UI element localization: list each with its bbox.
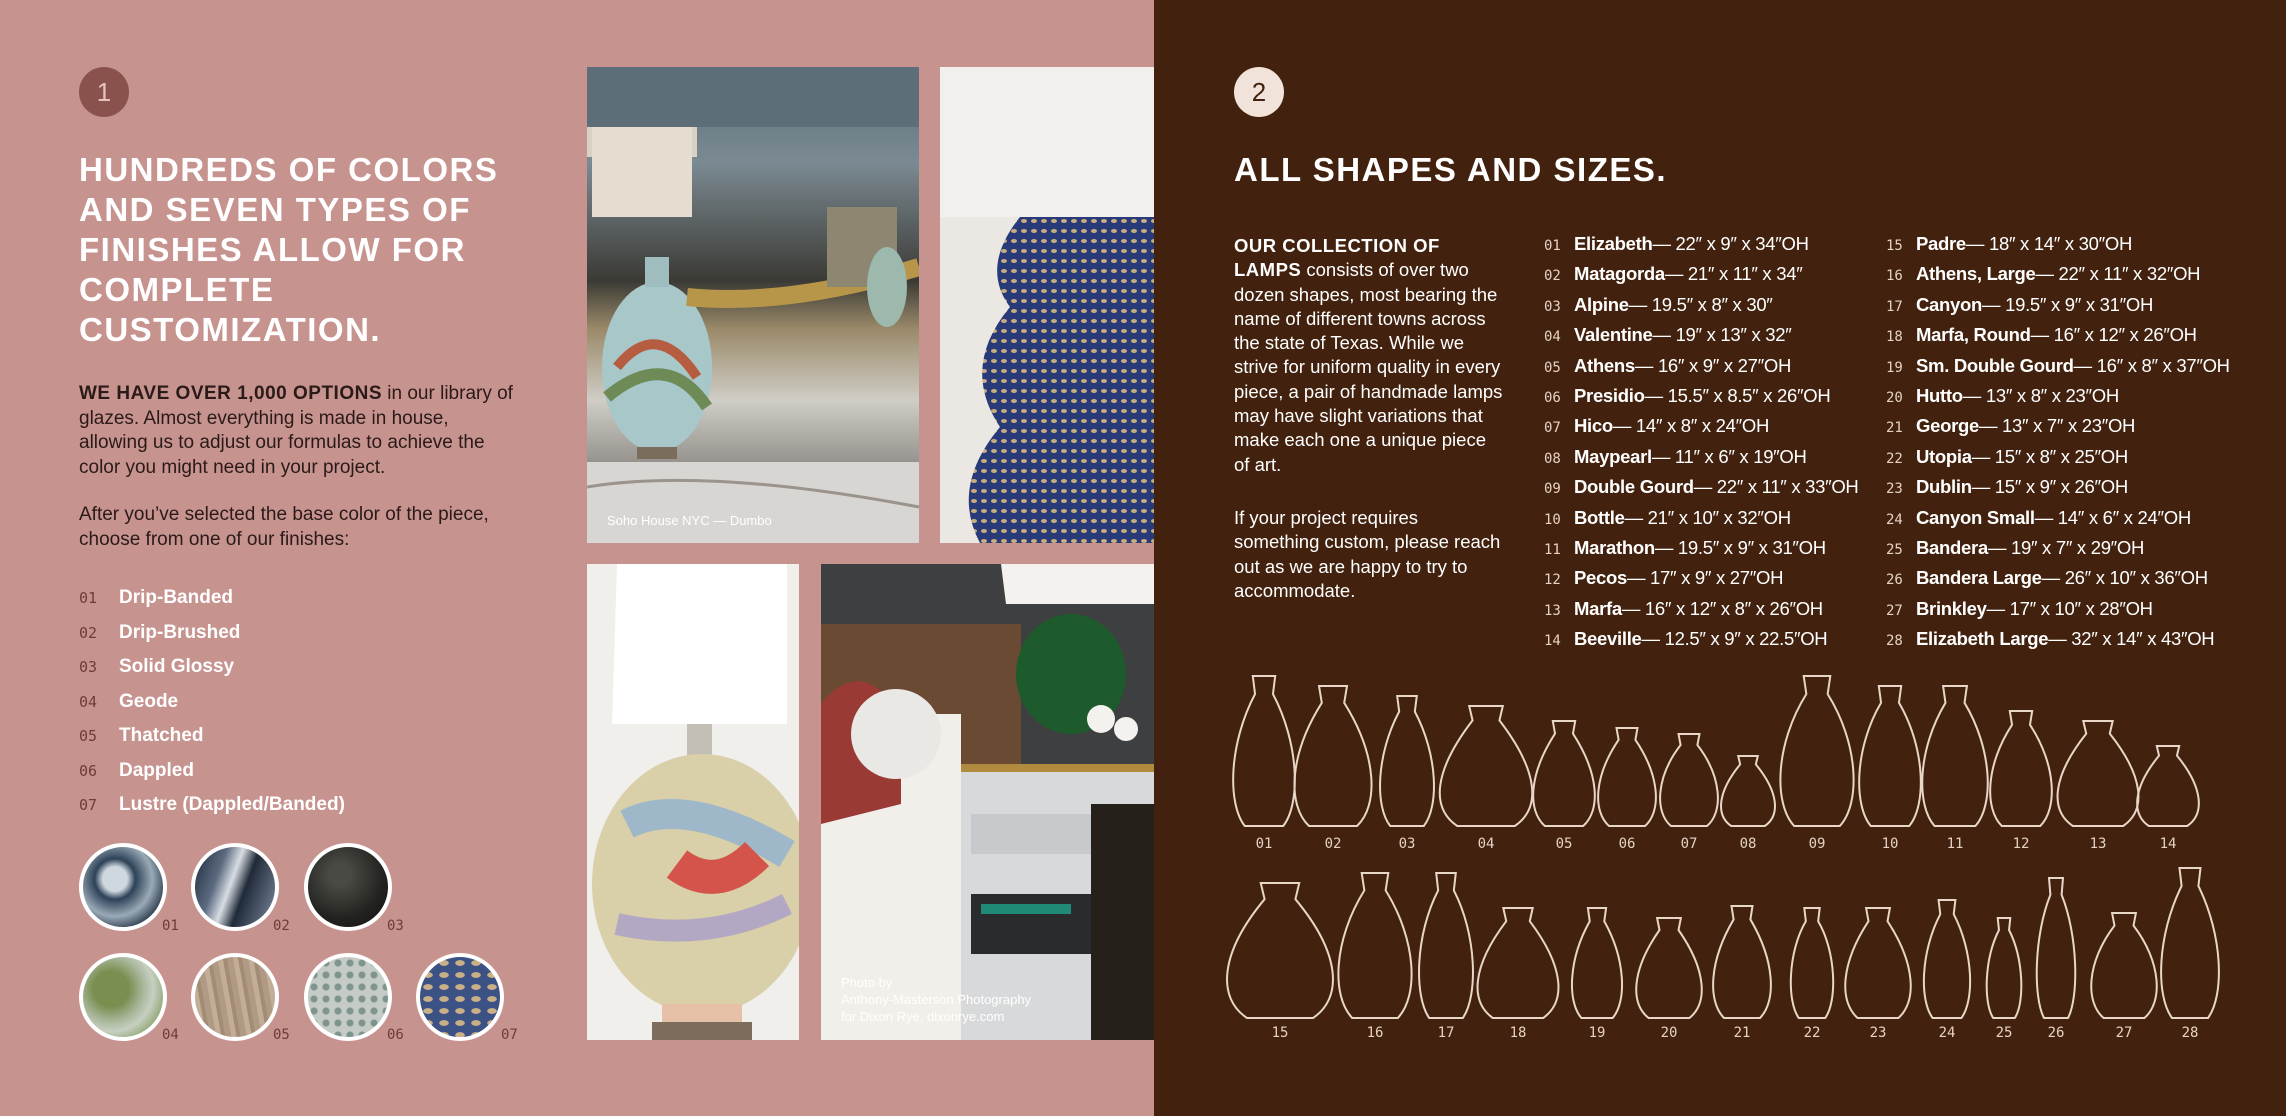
vase-label: 02	[1324, 836, 1342, 852]
swatch-label: 02	[273, 918, 290, 934]
vase-outline	[1294, 686, 1371, 826]
vase-label: 12	[2012, 836, 2030, 852]
list-item: 03 Solid Glossy	[79, 656, 235, 677]
vase-label: 20	[1660, 1025, 1678, 1041]
page-number-badge: 2	[1234, 67, 1284, 117]
vase-label: 11	[1946, 836, 1964, 852]
list-item: 05 Thatched	[79, 725, 204, 746]
list-item: 05 Athens — 16″ x 9″ x 27″OH	[1544, 354, 1792, 376]
vase-label: 01	[1255, 836, 1273, 852]
list-item: 04 Geode	[79, 690, 179, 712]
options-paragraph: WE HAVE OVER 1,000 OPTIONS in our library of glazes. Almost everything is made in house, allowing us to adjust our formulas to achieve the color you might need in your project.	[79, 383, 513, 478]
list-item: 01 Elizabeth — 22″ x 9″ x 34″OH	[1544, 233, 1809, 254]
list-item: 06 Dappled	[79, 759, 194, 781]
vase-label: 14	[2159, 836, 2177, 852]
vase-outline	[1572, 908, 1622, 1018]
caption-soho: Soho House NYC — Dumbo	[607, 513, 772, 528]
caption-photo-credit: Photo by Anthony-Masterson Photography for Dixon Rye, dixonrye.com	[841, 975, 1032, 1024]
vase-label: 10	[1881, 836, 1899, 852]
vase-label: 16	[1366, 1025, 1384, 1041]
swatch-label: 07	[501, 1027, 518, 1043]
list-item: 02 Drip-Brushed	[79, 621, 241, 643]
vase-outline	[1478, 908, 1559, 1018]
list-item: 23 Dublin — 15″ x 9″ x 26″OH	[1886, 476, 2128, 498]
vase-label: 04	[1477, 836, 1495, 852]
vase-outline	[1721, 756, 1775, 826]
swatch-label: 05	[273, 1027, 290, 1043]
vase-label: 22	[1803, 1025, 1821, 1041]
list-item: 15 Padre — 18″ x 14″ x 30″OH	[1886, 233, 2133, 254]
vase-label: 03	[1398, 836, 1416, 852]
vase-outline	[1859, 686, 1921, 826]
vase-label: 18	[1509, 1025, 1527, 1041]
list-item: 08 Maypearl — 11″ x 6″ x 19″OH	[1544, 445, 1807, 467]
vase-outline	[1987, 918, 2022, 1018]
swatch-label: 04	[162, 1027, 179, 1043]
list-item: 04 Valentine — 19″ x 13″ x 32″	[1544, 324, 1792, 346]
vase-label: 21	[1733, 1025, 1751, 1041]
list-item: 27 Brinkley — 17″ x 10″ x 28″OH	[1886, 597, 2153, 619]
swatch-label: 06	[387, 1027, 404, 1043]
vase-label: 06	[1618, 836, 1636, 852]
vase-outline	[1990, 711, 2052, 826]
list-item: 18 Marfa, Round — 16″ x 12″ x 26″OH	[1886, 324, 2197, 346]
vase-outline	[1791, 908, 1833, 1018]
list-item: 20 Hutto — 13″ x 8″ x 23″OH	[1886, 384, 2119, 406]
vase-outline	[1780, 676, 1853, 826]
vase-outline	[1419, 873, 1473, 1018]
swatch-label: 03	[387, 918, 404, 934]
vase-label: 23	[1869, 1025, 1887, 1041]
vase-label: 28	[2181, 1025, 2199, 1041]
list-item: 19 Sm. Double Gourd — 16″ x 8″ x 37″OH	[1886, 354, 2230, 376]
vase-outline	[1660, 734, 1718, 826]
vase-outline	[1845, 908, 1910, 1018]
list-item: 28 Elizabeth Large — 32″ x 14″ x 43″OH	[1886, 628, 2215, 650]
vase-outline	[1636, 918, 1701, 1018]
collection-paragraph: OUR COLLECTION OF LAMPS consists of over two dozen shapes, most bearing the name of different towns across the state of Texas. While we strive for uniform quality in every piece, a pair of handmade lamps may have slight variations that make each one a unique piece of art.	[1234, 235, 1503, 475]
vase-label: 19	[1588, 1025, 1606, 1041]
vase-outline	[1227, 883, 1333, 1018]
list-item: 17 Canyon — 19.5″ x 9″ x 31″OH	[1886, 293, 2154, 315]
list-item: 13 Marfa — 16″ x 12″ x 8″ x 26″OH	[1544, 597, 1823, 619]
left-heading: HUNDREDS OF COLORS AND SEVEN TYPES OF FINISHES ALLOW FOR COMPLETE CUSTOMIZATION.	[79, 151, 499, 348]
vase-label: 09	[1808, 836, 1826, 852]
list-item: 07 Lustre (Dappled/Banded)	[79, 794, 345, 815]
vase-outline	[1533, 721, 1595, 826]
vase-label: 07	[1680, 836, 1698, 852]
list-item: 03 Alpine — 19.5″ x 8″ x 30″	[1544, 293, 1773, 315]
vase-outline	[2058, 721, 2139, 826]
list-item: 10 Bottle — 21″ x 10″ x 32″OH	[1544, 506, 1791, 528]
vase-outline	[2037, 878, 2076, 1018]
vase-label: 15	[1271, 1025, 1289, 1041]
vase-outline	[1713, 906, 1771, 1018]
vase-outline	[2161, 868, 2219, 1018]
vase-label: 25	[1995, 1025, 2013, 1041]
list-item: 02 Matagorda — 21″ x 11″ x 34″	[1544, 263, 1803, 285]
vase-label: 08	[1739, 836, 1757, 852]
list-item: 14 Beeville — 12.5″ x 9″ x 22.5″OH	[1544, 628, 1828, 650]
vase-outline	[1233, 676, 1295, 826]
list-item: 25 Bandera — 19″ x 7″ x 29″OH	[1886, 536, 2145, 558]
list-item: 12 Pecos — 17″ x 9″ x 27″OH	[1544, 567, 1784, 589]
list-item: 11 Marathon — 19.5″ x 9″ x 31″OH	[1544, 536, 1826, 558]
vase-label: 17	[1437, 1025, 1455, 1041]
list-item: 21 George — 13″ x 7″ x 23″OH	[1886, 415, 2136, 437]
right-heading: ALL SHAPES AND SIZES.	[1234, 151, 1668, 188]
page-number-badge: 1	[79, 67, 129, 117]
list-item: 24 Canyon Small — 14″ x 6″ x 24″OH	[1886, 506, 2191, 528]
vase-label: 05	[1555, 836, 1573, 852]
list-item: 07 Hico — 14″ x 8″ x 24″OH	[1544, 415, 1770, 437]
vase-outline	[1598, 728, 1656, 826]
vase-outline	[2137, 746, 2199, 826]
vase-label: 27	[2115, 1025, 2133, 1041]
list-item: 16 Athens, Large — 22″ x 11″ x 32″OH	[1886, 263, 2201, 285]
vase-outline	[1924, 900, 1970, 1018]
list-item: 26 Bandera Large — 26″ x 10″ x 36″OH	[1886, 567, 2208, 589]
vase-outline	[1338, 873, 1411, 1018]
vase-outline	[1380, 696, 1434, 826]
list-item: 01 Drip-Banded	[79, 587, 233, 608]
vase-outline	[1922, 686, 1987, 826]
vase-label: 13	[2089, 836, 2107, 852]
list-item: 22 Utopia — 15″ x 8″ x 25″OH	[1886, 445, 2128, 467]
vase-outline	[2091, 913, 2156, 1018]
custom-paragraph: If your project requires something custom, please reach out as we are happy to try to accommodate.	[1234, 507, 1501, 601]
vase-label: 26	[2047, 1025, 2065, 1041]
list-item: 09 Double Gourd — 22″ x 11″ x 33″OH	[1544, 476, 1859, 498]
finish-intro-paragraph: After you’ve selected the base color of the piece, choose from one of our finishes:	[79, 504, 489, 550]
vase-label: 24	[1938, 1025, 1956, 1041]
vase-outline	[1440, 706, 1532, 826]
swatch-label: 01	[162, 918, 179, 934]
list-item: 06 Presidio — 15.5″ x 8.5″ x 26″OH	[1544, 384, 1831, 406]
